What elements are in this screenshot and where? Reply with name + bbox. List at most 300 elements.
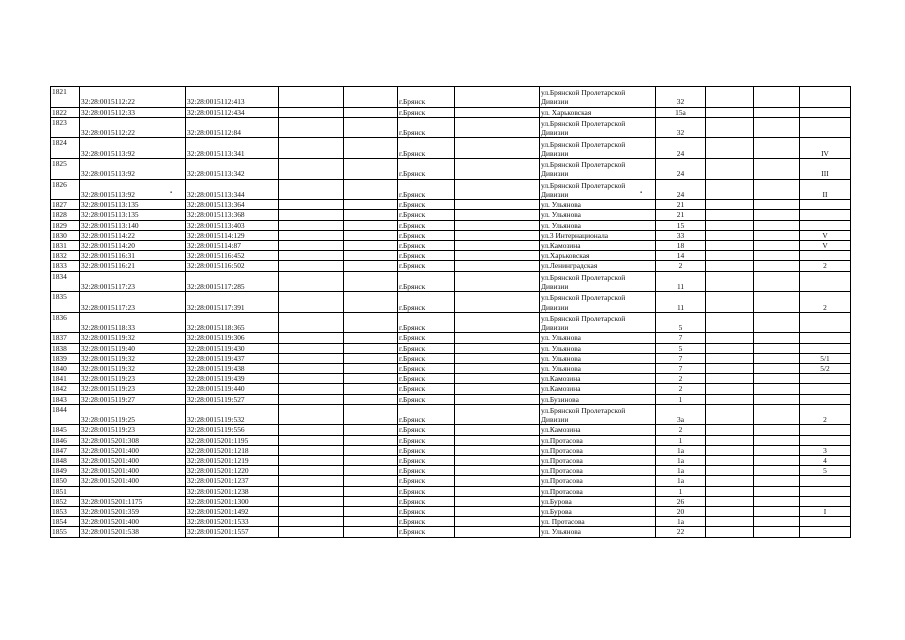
empty-cell bbox=[279, 158, 344, 179]
empty-cell bbox=[279, 445, 344, 455]
apartment-cell: V bbox=[800, 240, 851, 250]
city-cell: г.Брянск bbox=[398, 363, 455, 373]
street-line: ул.Ленинградская bbox=[541, 261, 598, 271]
house-number-cell: 11 bbox=[656, 271, 706, 292]
empty-cell bbox=[706, 394, 754, 404]
table-row bbox=[51, 527, 851, 537]
object-cadastral-number-cell: 32:28:0015119:556 bbox=[186, 425, 279, 435]
empty-cell bbox=[754, 363, 800, 373]
apartment-cell bbox=[800, 312, 851, 333]
street-line: ул.Брянской Пролетарской bbox=[541, 118, 626, 128]
apartment-cell bbox=[800, 476, 851, 486]
table-row bbox=[51, 496, 851, 506]
empty-cell bbox=[344, 138, 398, 159]
empty-cell bbox=[706, 353, 754, 363]
empty-cell bbox=[706, 220, 754, 230]
street-cell bbox=[540, 435, 656, 445]
table-row bbox=[51, 476, 851, 486]
row-number-cell: 1825 bbox=[51, 158, 80, 179]
table-row bbox=[51, 333, 851, 343]
empty-cell bbox=[344, 456, 398, 466]
house-number-cell: 2 bbox=[656, 384, 706, 394]
street-line: Дивизии bbox=[541, 97, 569, 107]
apartment-cell bbox=[800, 374, 851, 384]
object-cadastral-number-cell: 32:28:0015201:1492 bbox=[186, 507, 279, 517]
city-cell: г.Брянск bbox=[398, 384, 455, 394]
apartment-cell: IV bbox=[800, 138, 851, 159]
apartment-cell: 2 bbox=[800, 404, 851, 425]
house-number-cell: 18 bbox=[656, 240, 706, 250]
city-cell: г.Брянск bbox=[398, 517, 455, 527]
empty-cell bbox=[279, 456, 344, 466]
object-cadastral-number-cell: 32:28:0015119:437 bbox=[186, 353, 279, 363]
empty-cell bbox=[279, 496, 344, 506]
cadastral-block-cell: 32:28:0015201:400 bbox=[80, 466, 186, 476]
empty-cell bbox=[455, 220, 540, 230]
apartment-cell: 2 bbox=[800, 261, 851, 271]
empty-cell bbox=[455, 425, 540, 435]
row-number-cell: 1822 bbox=[51, 107, 80, 117]
street-line: Дивизии bbox=[541, 128, 569, 138]
empty-cell bbox=[344, 312, 398, 333]
object-cadastral-number-cell: 32:28:0015117:285 bbox=[186, 271, 279, 292]
empty-cell bbox=[754, 353, 800, 363]
cadastral-block-cell: 32:28:0015116:21 bbox=[80, 261, 186, 271]
table-row bbox=[51, 353, 851, 363]
row-number-cell: 1840 bbox=[51, 363, 80, 373]
house-number-cell: 22 bbox=[656, 527, 706, 537]
empty-cell bbox=[344, 200, 398, 210]
empty-cell bbox=[754, 230, 800, 240]
apartment-cell bbox=[800, 517, 851, 527]
street-line: ул.Брянской Пролетарской bbox=[541, 405, 626, 415]
empty-cell bbox=[455, 240, 540, 250]
table-row bbox=[51, 210, 851, 220]
city-cell: г.Брянск bbox=[398, 507, 455, 517]
cadastral-block-cell: 32:28:0015201:400 bbox=[80, 517, 186, 527]
object-cadastral-number-cell: 32:28:0015119:430 bbox=[186, 343, 279, 353]
street-line: ул. Ульянова bbox=[541, 363, 581, 373]
city-cell: г.Брянск bbox=[398, 158, 455, 179]
empty-cell bbox=[754, 456, 800, 466]
street-line: Дивизии bbox=[541, 323, 569, 333]
cadastral-block-cell: 32:28:0015112:22 bbox=[80, 117, 186, 138]
cadastral-block-cell: 32:28:0015113:92 bbox=[80, 179, 186, 200]
city-cell: г.Брянск bbox=[398, 404, 455, 425]
empty-cell bbox=[344, 107, 398, 117]
city-cell: г.Брянск bbox=[398, 374, 455, 384]
cadastral-block-cell: 32:28:0015113:140 bbox=[80, 220, 186, 230]
row-number-cell: 1831 bbox=[51, 240, 80, 250]
empty-cell bbox=[455, 456, 540, 466]
cadastral-block-cell: 32:28:0015112:22 bbox=[80, 87, 186, 108]
empty-cell bbox=[279, 220, 344, 230]
street-cell bbox=[540, 210, 656, 220]
object-cadastral-number-cell: 32:28:0015119:440 bbox=[186, 384, 279, 394]
empty-cell bbox=[706, 496, 754, 506]
table-row bbox=[51, 312, 851, 333]
house-number-cell: 2 bbox=[656, 261, 706, 271]
street-cell bbox=[540, 363, 656, 373]
empty-cell bbox=[455, 363, 540, 373]
empty-cell bbox=[754, 384, 800, 394]
empty-cell bbox=[754, 107, 800, 117]
object-cadastral-number-cell: 32:28:0015116:452 bbox=[186, 251, 279, 261]
street-line: ул. Ульянова bbox=[541, 210, 581, 220]
street-cell bbox=[540, 240, 656, 250]
apartment-cell bbox=[800, 343, 851, 353]
street-line: ул. Ульянова bbox=[541, 220, 581, 230]
table-row bbox=[51, 261, 851, 271]
empty-cell bbox=[344, 343, 398, 353]
empty-cell bbox=[455, 117, 540, 138]
empty-cell bbox=[279, 374, 344, 384]
city-cell: г.Брянск bbox=[398, 292, 455, 313]
empty-cell bbox=[706, 507, 754, 517]
city-cell: г.Брянск bbox=[398, 394, 455, 404]
empty-cell bbox=[344, 425, 398, 435]
scan-speck: ▪ bbox=[170, 190, 173, 196]
object-cadastral-number-cell: 32:28:0015113:368 bbox=[186, 210, 279, 220]
cadastral-block-cell: 32:28:0015119:32 bbox=[80, 363, 186, 373]
house-number-cell: 2 bbox=[656, 374, 706, 384]
empty-cell bbox=[279, 210, 344, 220]
table-row bbox=[51, 425, 851, 435]
table-row bbox=[51, 107, 851, 117]
object-cadastral-number-cell: 32:28:0015201:1533 bbox=[186, 517, 279, 527]
empty-cell bbox=[754, 466, 800, 476]
house-number-cell: 21 bbox=[656, 210, 706, 220]
empty-cell bbox=[344, 179, 398, 200]
object-cadastral-number-cell: 32:28:0015116:502 bbox=[186, 261, 279, 271]
empty-cell bbox=[754, 312, 800, 333]
empty-cell bbox=[344, 220, 398, 230]
street-line: ул.Протасова bbox=[541, 445, 583, 455]
cadastral-block-cell: 32:28:0015113:135 bbox=[80, 200, 186, 210]
street-line: ул.Брянской Пролетарской bbox=[541, 180, 626, 190]
empty-cell bbox=[706, 517, 754, 527]
empty-cell bbox=[706, 312, 754, 333]
street-line: ул.Харьковская bbox=[541, 251, 590, 261]
street-cell bbox=[540, 200, 656, 210]
empty-cell bbox=[455, 517, 540, 527]
apartment-cell bbox=[800, 220, 851, 230]
street-cell bbox=[540, 394, 656, 404]
empty-cell bbox=[455, 394, 540, 404]
object-cadastral-number-cell: 32:28:0015201:1219 bbox=[186, 456, 279, 466]
cadastral-block-cell: 32:28:0015118:33 bbox=[80, 312, 186, 333]
row-number-cell: 1836 bbox=[51, 312, 80, 333]
empty-cell bbox=[754, 333, 800, 343]
house-number-cell: 1а bbox=[656, 456, 706, 466]
table-row bbox=[51, 220, 851, 230]
empty-cell bbox=[706, 476, 754, 486]
empty-cell bbox=[344, 353, 398, 363]
empty-cell bbox=[706, 138, 754, 159]
empty-cell bbox=[706, 374, 754, 384]
empty-cell bbox=[754, 271, 800, 292]
empty-cell bbox=[344, 517, 398, 527]
empty-cell bbox=[344, 527, 398, 537]
empty-cell bbox=[455, 261, 540, 271]
street-line: ул.Камозина bbox=[541, 240, 581, 250]
empty-cell bbox=[344, 476, 398, 486]
street-line: ул.Протасова bbox=[541, 466, 583, 476]
street-line: Дивизии bbox=[541, 169, 569, 179]
city-cell: г.Брянск bbox=[398, 117, 455, 138]
empty-cell bbox=[754, 435, 800, 445]
row-number-cell: 1848 bbox=[51, 456, 80, 466]
house-number-cell: 1а bbox=[656, 517, 706, 527]
street-cell bbox=[540, 312, 656, 333]
city-cell: г.Брянск bbox=[398, 456, 455, 466]
house-number-cell: 3а bbox=[656, 404, 706, 425]
row-number-cell: 1853 bbox=[51, 507, 80, 517]
apartment-cell bbox=[800, 87, 851, 108]
object-cadastral-number-cell: 32:28:0015113:403 bbox=[186, 220, 279, 230]
street-line: ул.Бурова bbox=[541, 496, 572, 506]
street-line: ул.Брянской Пролетарской bbox=[541, 293, 626, 303]
empty-cell bbox=[279, 200, 344, 210]
cadastral-block-cell: 32:28:0015201:400 bbox=[80, 476, 186, 486]
street-line: ул.Брянской Пролетарской bbox=[541, 160, 626, 170]
street-line: ул.3 Интернационала bbox=[541, 230, 609, 240]
empty-cell bbox=[455, 476, 540, 486]
apartment-cell bbox=[800, 527, 851, 537]
table-row bbox=[51, 404, 851, 425]
street-cell bbox=[540, 271, 656, 292]
empty-cell bbox=[279, 466, 344, 476]
cadastral-block-cell: 32:28:0015201:538 bbox=[80, 527, 186, 537]
table-row bbox=[51, 200, 851, 210]
city-cell: г.Брянск bbox=[398, 138, 455, 159]
empty-cell bbox=[344, 87, 398, 108]
street-cell bbox=[540, 220, 656, 230]
street-line: ул.Протасова bbox=[541, 486, 583, 496]
city-cell: г.Брянск bbox=[398, 435, 455, 445]
city-cell: г.Брянск bbox=[398, 476, 455, 486]
empty-cell bbox=[754, 527, 800, 537]
empty-cell bbox=[279, 384, 344, 394]
city-cell: г.Брянск bbox=[398, 87, 455, 108]
empty-cell bbox=[344, 445, 398, 455]
object-cadastral-number-cell: 32:28:0015201:1237 bbox=[186, 476, 279, 486]
street-cell bbox=[540, 445, 656, 455]
row-number-cell: 1845 bbox=[51, 425, 80, 435]
row-number-cell: 1850 bbox=[51, 476, 80, 486]
table-row bbox=[51, 394, 851, 404]
cadastral-block-cell: 32:28:0015201:308 bbox=[80, 435, 186, 445]
house-number-cell: 1а bbox=[656, 445, 706, 455]
house-number-cell: 24 bbox=[656, 179, 706, 200]
empty-cell bbox=[279, 333, 344, 343]
empty-cell bbox=[455, 466, 540, 476]
city-cell: г.Брянск bbox=[398, 445, 455, 455]
row-number-cell: 1823 bbox=[51, 117, 80, 138]
cadastral-block-cell: 32:28:0015119:32 bbox=[80, 333, 186, 343]
empty-cell bbox=[706, 251, 754, 261]
empty-cell bbox=[706, 87, 754, 108]
cadastral-block-cell: 32:28:0015114:22 bbox=[80, 230, 186, 240]
cadastral-block-cell: 32:28:0015119:40 bbox=[80, 343, 186, 353]
table-row bbox=[51, 517, 851, 527]
empty-cell bbox=[706, 230, 754, 240]
table-row bbox=[51, 374, 851, 384]
apartment-cell bbox=[800, 394, 851, 404]
street-line: ул. Ульянова bbox=[541, 333, 581, 343]
empty-cell bbox=[279, 292, 344, 313]
city-cell: г.Брянск bbox=[398, 261, 455, 271]
empty-cell bbox=[754, 292, 800, 313]
street-cell bbox=[540, 517, 656, 527]
house-number-cell: 1 bbox=[656, 435, 706, 445]
street-line: ул.Камозина bbox=[541, 425, 581, 435]
street-line: ул. Ульянова bbox=[541, 527, 581, 537]
city-cell: г.Брянск bbox=[398, 353, 455, 363]
city-cell: г.Брянск bbox=[398, 107, 455, 117]
apartment-cell: V bbox=[800, 230, 851, 240]
empty-cell bbox=[455, 210, 540, 220]
apartment-cell bbox=[800, 200, 851, 210]
empty-cell bbox=[706, 333, 754, 343]
cadastral-block-cell: 32:28:0015112:33 bbox=[80, 107, 186, 117]
house-number-cell: 26 bbox=[656, 496, 706, 506]
apartment-cell bbox=[800, 117, 851, 138]
house-number-cell: 20 bbox=[656, 507, 706, 517]
apartment-cell bbox=[800, 435, 851, 445]
empty-cell bbox=[455, 384, 540, 394]
empty-cell bbox=[344, 363, 398, 373]
apartment-cell: 3 bbox=[800, 445, 851, 455]
empty-cell bbox=[455, 333, 540, 343]
table-row bbox=[51, 466, 851, 476]
row-number-cell: 1821 bbox=[51, 87, 80, 108]
street-cell bbox=[540, 425, 656, 435]
object-cadastral-number-cell: 32:28:0015113:342 bbox=[186, 158, 279, 179]
street-cell bbox=[540, 261, 656, 271]
object-cadastral-number-cell: 32:28:0015119:527 bbox=[186, 394, 279, 404]
row-number-cell: 1851 bbox=[51, 486, 80, 496]
row-number-cell: 1830 bbox=[51, 230, 80, 240]
house-number-cell: 1а bbox=[656, 476, 706, 486]
empty-cell bbox=[455, 343, 540, 353]
empty-cell bbox=[455, 496, 540, 506]
empty-cell bbox=[344, 251, 398, 261]
object-cadastral-number-cell: 32:28:0015112:434 bbox=[186, 107, 279, 117]
empty-cell bbox=[279, 343, 344, 353]
street-cell bbox=[540, 466, 656, 476]
apartment-cell: III bbox=[800, 158, 851, 179]
row-number-cell: 1847 bbox=[51, 445, 80, 455]
table-row bbox=[51, 292, 851, 313]
empty-cell bbox=[455, 445, 540, 455]
empty-cell bbox=[754, 394, 800, 404]
empty-cell bbox=[706, 271, 754, 292]
empty-cell bbox=[706, 466, 754, 476]
row-number-cell: 1837 bbox=[51, 333, 80, 343]
row-number-cell: 1835 bbox=[51, 292, 80, 313]
apartment-cell: 2 bbox=[800, 292, 851, 313]
empty-cell bbox=[754, 138, 800, 159]
empty-cell bbox=[754, 210, 800, 220]
empty-cell bbox=[279, 240, 344, 250]
street-cell bbox=[540, 384, 656, 394]
empty-cell bbox=[706, 404, 754, 425]
empty-cell bbox=[279, 87, 344, 108]
empty-cell bbox=[455, 87, 540, 108]
empty-cell bbox=[754, 251, 800, 261]
empty-cell bbox=[455, 230, 540, 240]
empty-cell bbox=[279, 404, 344, 425]
house-number-cell: 33 bbox=[656, 230, 706, 240]
house-number-cell: 5 bbox=[656, 343, 706, 353]
empty-cell bbox=[754, 507, 800, 517]
table-row bbox=[51, 271, 851, 292]
empty-cell bbox=[279, 425, 344, 435]
street-cell bbox=[540, 107, 656, 117]
cadastral-block-cell: 32:28:0015201:400 bbox=[80, 445, 186, 455]
object-cadastral-number-cell: 32:28:0015201:1238 bbox=[186, 486, 279, 496]
house-number-cell: 14 bbox=[656, 251, 706, 261]
house-number-cell: 2 bbox=[656, 425, 706, 435]
empty-cell bbox=[706, 261, 754, 271]
empty-cell bbox=[706, 486, 754, 496]
city-cell: г.Брянск bbox=[398, 220, 455, 230]
object-cadastral-number-cell: 32:28:0015118:365 bbox=[186, 312, 279, 333]
empty-cell bbox=[455, 353, 540, 363]
object-cadastral-number-cell: 32:28:0015201:1195 bbox=[186, 435, 279, 445]
street-cell bbox=[540, 292, 656, 313]
apartment-cell bbox=[800, 251, 851, 261]
row-number-cell: 1829 bbox=[51, 220, 80, 230]
city-cell: г.Брянск bbox=[398, 251, 455, 261]
empty-cell bbox=[455, 374, 540, 384]
row-number-cell: 1843 bbox=[51, 394, 80, 404]
empty-cell bbox=[344, 210, 398, 220]
object-cadastral-number-cell: 32:28:0015114:129 bbox=[186, 230, 279, 240]
city-cell: г.Брянск bbox=[398, 466, 455, 476]
apartment-cell: 5/1 bbox=[800, 353, 851, 363]
apartment-cell: 5/2 bbox=[800, 363, 851, 373]
empty-cell bbox=[754, 343, 800, 353]
apartment-cell bbox=[800, 496, 851, 506]
city-cell: г.Брянск bbox=[398, 200, 455, 210]
street-cell bbox=[540, 486, 656, 496]
street-line: ул.Бурова bbox=[541, 507, 572, 517]
empty-cell bbox=[344, 496, 398, 506]
cadastral-block-cell: 32:28:0015116:31 bbox=[80, 251, 186, 261]
empty-cell bbox=[706, 117, 754, 138]
street-cell bbox=[540, 117, 656, 138]
table-row bbox=[51, 251, 851, 261]
city-cell: г.Брянск bbox=[398, 333, 455, 343]
empty-cell bbox=[344, 466, 398, 476]
street-line: ул. Ульянова bbox=[541, 200, 581, 210]
empty-cell bbox=[706, 363, 754, 373]
empty-cell bbox=[706, 158, 754, 179]
empty-cell bbox=[455, 107, 540, 117]
apartment-cell: I bbox=[800, 507, 851, 517]
empty-cell bbox=[455, 486, 540, 496]
cadastral-block-cell: 32:28:0015113:92 bbox=[80, 138, 186, 159]
row-number-cell: 1852 bbox=[51, 496, 80, 506]
object-cadastral-number-cell: 32:28:0015119:306 bbox=[186, 333, 279, 343]
street-cell bbox=[540, 87, 656, 108]
street-cell bbox=[540, 333, 656, 343]
empty-cell bbox=[344, 261, 398, 271]
street-line: ул.Брянской Пролетарской bbox=[541, 88, 626, 98]
empty-cell bbox=[455, 271, 540, 292]
